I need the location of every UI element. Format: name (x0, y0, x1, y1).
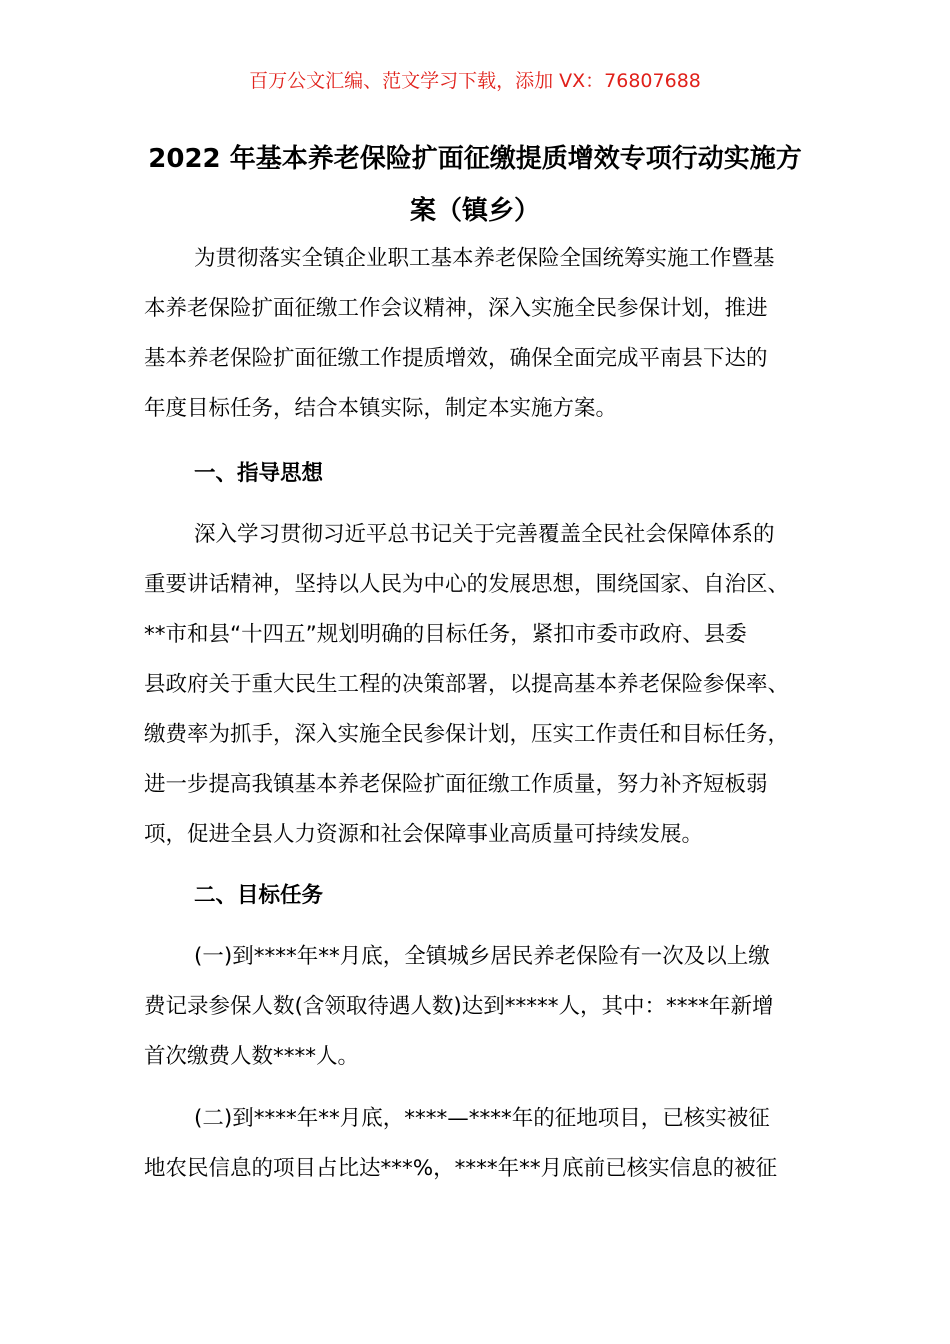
section1-line: **市和县“十四五”规划明确的目标任务，紧扣市委市政府、县委 (144, 622, 747, 647)
section1-paragraph (144, 510, 809, 860)
section2-item1-paragraph (144, 932, 809, 1082)
intro-line: 为贯彻落实全镇企业职工基本养老保险全国统筹实施工作暨基 (194, 246, 775, 271)
watermark-header: 百万公文汇编、范文学习下载，添加 VX：76807688 (249, 70, 701, 92)
section1-line: 县政府关于重大民生工程的决策部署，以提高基本养老保险参保率、 (144, 672, 790, 697)
section1-line: 深入学习贯彻习近平总书记关于完善覆盖全民社会保障体系的 (194, 522, 775, 547)
section-heading-guiding-ideology: 一、指导思想 (194, 461, 324, 486)
section1-line: 项，促进全县人力资源和社会保障事业高质量可持续发展。 (144, 822, 704, 847)
item2-line: 地农民信息的项目占比达***%，****年**月底前已核实信息的被征 (144, 1156, 778, 1181)
title-line-2: 案（镇乡） (409, 196, 540, 226)
section1-line: 缴费率为抓手，深入实施全民参保计划，压实工作责任和目标任务， (144, 722, 790, 747)
intro-line: 本养老保险扩面征缴工作会议精神，深入实施全民参保计划，推进 (144, 296, 768, 321)
item1-line: (一)到****年**月底，全镇城乡居民养老保险有一次及以上缴 (194, 944, 770, 969)
intro-line: 年度目标任务，结合本镇实际，制定本实施方案。 (144, 396, 618, 421)
item1-line: 首次缴费人数****人。 (144, 1044, 360, 1069)
item1-line: 费记录参保人数(含领取待遇人数)达到*****人，其中：****年新增 (144, 994, 774, 1019)
title-line-1: 2022 年基本养老保险扩面征缴提质增效专项行动实施方 (148, 144, 802, 174)
item2-line: (二)到****年**月底，****—****年的征地项目，已核实被征 (194, 1106, 770, 1131)
section1-line: 重要讲话精神，坚持以人民为中心的发展思想，围绕国家、自治区、 (144, 572, 790, 597)
section2-item2-paragraph (144, 1094, 809, 1194)
section-heading-target-tasks: 二、目标任务 (194, 883, 324, 908)
intro-paragraph (144, 234, 809, 434)
intro-line: 基本养老保险扩面征缴工作提质增效，确保全面完成平南县下达的 (144, 346, 768, 371)
section1-line: 进一步提高我镇基本养老保险扩面征缴工作质量，努力补齐短板弱 (144, 772, 768, 797)
document-title (100, 133, 850, 237)
